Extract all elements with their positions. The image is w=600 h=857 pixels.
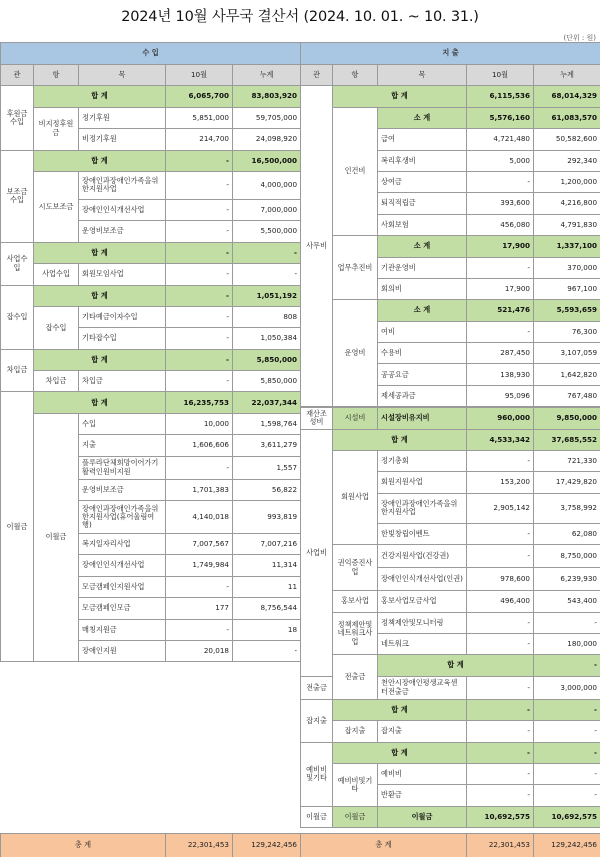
hang-cell: 회원사업 — [333, 451, 378, 545]
month-cell: 17,900 — [467, 278, 534, 299]
cumulative-cell: 543,400 — [534, 591, 600, 612]
mok-cell: 복리후생비 — [378, 150, 467, 171]
mok-cell: 사회보험 — [378, 214, 467, 235]
hang-cell: 잡지출 — [333, 721, 378, 742]
cumulative-cell: 17,429,820 — [534, 472, 600, 493]
sum-label: 합 계 — [333, 86, 467, 107]
mok-cell: 정기총회 — [378, 451, 467, 472]
mok-cell: 운영비보조금 — [79, 479, 166, 500]
month-cell: 153,200 — [467, 472, 534, 493]
sum-label: 합 계 — [34, 150, 166, 171]
month-cell: - — [467, 321, 534, 342]
month-cell: 496,400 — [467, 591, 534, 612]
subtotal-label: 소 계 — [378, 236, 467, 257]
sum-label: 합 계 — [333, 699, 467, 720]
month-cell: 7,007,567 — [166, 534, 233, 555]
table-row — [301, 806, 600, 827]
hang-cell: 잡수입 — [34, 306, 79, 349]
mok-cell: 여비 — [378, 321, 467, 342]
sum-month: - — [166, 242, 233, 263]
col-cumulative: 누계 — [233, 65, 301, 86]
cumulative-cell: 18 — [233, 619, 301, 640]
table-row — [301, 429, 600, 450]
mok-cell: 회의비 — [378, 278, 467, 299]
table-row — [301, 451, 600, 472]
subtotal-month: 5,576,160 — [467, 107, 534, 128]
table-row — [301, 699, 600, 720]
subtotal-label: 소 계 — [378, 300, 467, 321]
hang-cell: 이월금 — [34, 413, 79, 662]
month-cell: 1,701,383 — [166, 479, 233, 500]
expense-section — [300, 42, 600, 850]
mok-cell: 제세공과금 — [378, 385, 467, 406]
cumulative-cell: - — [233, 640, 301, 661]
sum-month: - — [166, 349, 233, 370]
sum-cumulative: - — [534, 742, 600, 763]
gwan-cell: 이월금 — [1, 392, 34, 662]
sum-label: 합 계 — [34, 242, 166, 263]
col-month: 10월 — [166, 65, 233, 86]
cumulative-cell: 767,480 — [534, 385, 600, 406]
table-row — [1, 392, 301, 413]
sum-month: - — [467, 742, 534, 763]
cumulative-cell: 59,705,000 — [233, 107, 301, 128]
table-row — [1, 171, 301, 199]
month-cell: - — [166, 264, 233, 285]
table-row — [301, 763, 600, 784]
cumulative-cell: 4,216,800 — [534, 193, 600, 214]
mok-cell: 천안시장애인평생교육센터전출금 — [378, 676, 467, 699]
mok-cell: 정기후원 — [79, 107, 166, 128]
sum-cumulative: 1,051,192 — [233, 285, 301, 306]
income-grand-total-row — [1, 834, 301, 857]
mok-cell: 지출 — [79, 435, 166, 456]
cumulative-cell: 50,582,600 — [534, 129, 600, 150]
grand-total-label: 총 계 — [1, 834, 166, 857]
hang-cell: 운영비 — [333, 300, 378, 407]
mok-cell: 장애인인식개선사업(인권) — [378, 568, 467, 591]
income-header: 수 입 — [1, 43, 301, 65]
cumulative-cell: 62,080 — [534, 523, 600, 544]
cumulative-cell: 7,000,000 — [233, 199, 301, 220]
month-cell: 4,140,018 — [166, 501, 233, 534]
gwan-cell: 후원금수입 — [1, 86, 34, 150]
hang-cell: 비지정후원금 — [34, 107, 79, 150]
gwan-cell: 전출금 — [333, 655, 378, 699]
month-cell: - — [467, 451, 534, 472]
sum-cumulative: 37,685,552 — [534, 429, 600, 450]
expense-col-row — [301, 65, 600, 86]
month-cell: - — [166, 199, 233, 220]
cumulative-cell: 8,750,000 — [534, 545, 600, 568]
col-hang: 항 — [34, 65, 79, 86]
cumulative-cell: 1,598,764 — [233, 413, 301, 434]
mok-cell: 모금캠페인지원사업 — [79, 576, 166, 597]
expense-header-row — [301, 43, 600, 65]
month-cell: - — [467, 523, 534, 544]
mok-cell: 장애인지원 — [79, 640, 166, 661]
col-gwan: 관 — [1, 65, 34, 86]
sum-month: 4,533,342 — [467, 429, 534, 450]
month-cell: 4,721,480 — [467, 129, 534, 150]
col-month: 10월 — [467, 65, 534, 86]
sum-label: 합 계 — [34, 392, 166, 413]
sum-cumulative: - — [534, 699, 600, 720]
sum-cumulative: 83,803,920 — [233, 86, 301, 107]
table-row — [1, 86, 301, 107]
hang-cell: 예비비및기타 — [333, 763, 378, 806]
sum-label: 합 계 — [34, 86, 166, 107]
gwan-cell: 예비비및기타 — [301, 742, 333, 806]
mok-cell: 장애인과장애인가족을위한지원사업(휴어울림여행) — [79, 501, 166, 534]
mok-cell: 장애인인식개선사업 — [79, 199, 166, 220]
cumulative-cell: 292,340 — [534, 150, 600, 171]
table-row — [301, 742, 600, 763]
table-row — [1, 413, 301, 434]
mok-cell: 네트워크 — [378, 633, 467, 654]
grand-total-cumulative: 129,242,456 — [233, 834, 301, 857]
gwan-cell: 보조금수입 — [1, 150, 34, 242]
table-row — [301, 655, 600, 676]
mok-cell: 홍보사업모금사업 — [378, 591, 467, 612]
grand-total-label: 총 계 — [301, 834, 467, 857]
gwan-cell: 차입금 — [1, 349, 34, 392]
col-gwan: 관 — [301, 65, 333, 86]
hang-cell: 차입금 — [34, 371, 79, 392]
month-cell: 5,000 — [467, 150, 534, 171]
cumulative-cell: 6,239,930 — [534, 568, 600, 591]
cumulative-cell: 180,000 — [534, 633, 600, 654]
cumulative-cell: 7,007,216 — [233, 534, 301, 555]
gwan-cell: 잡수입 — [1, 285, 34, 349]
table-row — [301, 107, 600, 128]
mok-cell: 기타예금이자수입 — [79, 306, 166, 327]
cumulative-cell: 808 — [233, 306, 301, 327]
month-cell: - — [166, 619, 233, 640]
cumulative-cell: 1,200,000 — [534, 171, 600, 192]
gwan-cell: 사업수입 — [1, 242, 34, 285]
table-row — [1, 349, 301, 370]
table-row — [301, 721, 600, 742]
sum-label: 합 계 — [34, 285, 166, 306]
sum-month: 16,235,753 — [166, 392, 233, 413]
mok-cell: 급여 — [378, 129, 467, 150]
cumulative-cell: 993,819 — [233, 501, 301, 534]
col-cumulative: 누계 — [534, 65, 600, 86]
cumulative-cell: 370,000 — [534, 257, 600, 278]
cumulative-cell: - — [534, 612, 600, 633]
cumulative-cell: 76,300 — [534, 321, 600, 342]
sum-cumulative: 5,850,000 — [233, 349, 301, 370]
month-cell: 5,851,000 — [166, 107, 233, 128]
cumulative-cell: - — [233, 264, 301, 285]
hang-cell: 시설비 — [333, 408, 378, 429]
cumulative-cell: 1,642,820 — [534, 364, 600, 385]
mok-cell: 운영비보조금 — [79, 221, 166, 242]
month-cell: - — [166, 306, 233, 327]
month-cell: 95,096 — [467, 385, 534, 406]
mok-cell: 기관운영비 — [378, 257, 467, 278]
sum-label: 합 계 — [378, 655, 534, 676]
sum-month: 6,115,536 — [467, 86, 534, 107]
cumulative-cell: 1,050,384 — [233, 328, 301, 349]
mok-cell: 장애인과장애인가족을위한지원사업 — [378, 493, 467, 523]
cumulative-cell: 24,098,920 — [233, 129, 301, 150]
month-cell: 287,450 — [467, 343, 534, 364]
subtotal-cumulative: 5,593,659 — [534, 300, 600, 321]
gwan-cell: 재산조성비 — [301, 408, 333, 429]
mok-cell: 잡지출 — [378, 721, 467, 742]
table-row — [1, 242, 301, 263]
month-cell: 10,692,575 — [467, 806, 534, 827]
table-row — [301, 612, 600, 633]
subtotal-cumulative: 61,083,570 — [534, 107, 600, 128]
mok-cell: 한빛창립이벤트 — [378, 523, 467, 544]
month-cell: 2,905,142 — [467, 493, 534, 523]
month-cell: 960,000 — [467, 408, 534, 429]
month-cell: - — [166, 576, 233, 597]
month-cell: 456,080 — [467, 214, 534, 235]
page-title: 2024년 10월 사무국 결산서 (2024. 10. 01. ~ 10. 31.) — [121, 9, 479, 25]
mok-cell: 차입금 — [79, 371, 166, 392]
col-mok: 목 — [79, 65, 166, 86]
month-cell: - — [467, 257, 534, 278]
cumulative-cell: 4,791,830 — [534, 214, 600, 235]
table-row — [1, 306, 301, 327]
subtotal-month: 17,900 — [467, 236, 534, 257]
sum-month: - — [166, 285, 233, 306]
cumulative-cell: - — [534, 721, 600, 742]
gwan-cell: 사업비 — [301, 429, 333, 676]
cumulative-cell: 11 — [233, 576, 301, 597]
mok-cell: 기타잡수입 — [79, 328, 166, 349]
grand-total-month: 22,301,453 — [166, 834, 233, 857]
hang-cell: 시도보조금 — [34, 171, 79, 242]
month-cell: - — [467, 763, 534, 784]
month-cell: - — [467, 676, 534, 699]
mok-cell: 수용비 — [378, 343, 467, 364]
mok-cell: 수입 — [79, 413, 166, 434]
mok-cell: 비정기후원 — [79, 129, 166, 150]
gwan-cell: 이월금 — [301, 806, 333, 827]
month-cell: 177 — [166, 598, 233, 619]
income-header-row — [1, 43, 301, 65]
mok-cell: 반환금 — [378, 785, 467, 806]
mok-cell: 모금캠페인모금 — [79, 598, 166, 619]
mok-cell: 회원모임사업 — [79, 264, 166, 285]
cumulative-cell: 11,314 — [233, 555, 301, 576]
hang-cell: 이월금 — [333, 806, 378, 827]
table-row — [301, 408, 600, 429]
month-cell: 978,600 — [467, 568, 534, 591]
hang-cell: 홍보사업 — [333, 591, 378, 612]
cumulative-cell: 3,107,059 — [534, 343, 600, 364]
month-cell: - — [166, 371, 233, 392]
cumulative-cell: 3,758,992 — [534, 493, 600, 523]
month-cell: 138,930 — [467, 364, 534, 385]
subtotal-label: 소 계 — [378, 107, 467, 128]
month-cell: - — [166, 171, 233, 199]
sum-label: 합 계 — [333, 742, 467, 763]
sum-cumulative: - — [233, 242, 301, 263]
cumulative-cell: 5,500,000 — [233, 221, 301, 242]
cumulative-cell: 1,557 — [233, 456, 301, 479]
cumulative-cell: 3,000,000 — [534, 676, 600, 699]
sum-cumulative: 22,037,344 — [233, 392, 301, 413]
table-row — [1, 264, 301, 285]
month-cell: - — [166, 456, 233, 479]
income-section — [0, 42, 301, 850]
cumulative-cell: 5,850,000 — [233, 371, 301, 392]
month-cell: 1,606,606 — [166, 435, 233, 456]
mok-cell: 상여금 — [378, 171, 467, 192]
cumulative-cell: 56,822 — [233, 479, 301, 500]
sum-month: - — [534, 655, 600, 676]
table-row — [1, 371, 301, 392]
unit-label: (단위 : 원) — [563, 34, 596, 42]
table-row — [301, 545, 600, 568]
sum-label: 합 계 — [333, 429, 467, 450]
mok-cell: 장애인인식개선사업 — [79, 555, 166, 576]
sum-month: - — [467, 699, 534, 720]
table-row — [301, 300, 600, 321]
month-cell: 10,000 — [166, 413, 233, 434]
mok-cell: 매칭지원금 — [79, 619, 166, 640]
month-cell: - — [467, 785, 534, 806]
income-col-row — [1, 65, 301, 86]
cumulative-cell: - — [534, 785, 600, 806]
subtotal-month: 521,476 — [467, 300, 534, 321]
mok-cell: 공공요금 — [378, 364, 467, 385]
table-row — [1, 285, 301, 306]
table-row — [301, 591, 600, 612]
mok-cell: 이월금 — [378, 806, 467, 827]
month-cell: - — [166, 221, 233, 242]
mok-cell: 플루라단체희망이어가기활력인원비지원 — [79, 456, 166, 479]
hang-cell: 사업수입 — [34, 264, 79, 285]
mok-cell: 장애인과장애인가족을위한지원사업 — [79, 171, 166, 199]
cumulative-cell: 9,850,000 — [534, 408, 600, 429]
subtotal-cumulative: 1,337,100 — [534, 236, 600, 257]
hang-cell: 인건비 — [333, 107, 378, 235]
sum-month: - — [166, 150, 233, 171]
cumulative-cell: 721,330 — [534, 451, 600, 472]
mok-cell: 퇴직적립금 — [378, 193, 467, 214]
month-cell: - — [467, 171, 534, 192]
mok-cell: 복지일자리사업 — [79, 534, 166, 555]
mok-cell: 시설장비유지비 — [378, 408, 467, 429]
month-cell: - — [467, 612, 534, 633]
month-cell: 214,700 — [166, 129, 233, 150]
gwan-cell: 잡지출 — [301, 699, 333, 742]
mok-cell: 예비비 — [378, 763, 467, 784]
hang-cell: 정책제안및네트워크사업 — [333, 612, 378, 655]
mok-cell: 정책제안및모니터링 — [378, 612, 467, 633]
gwan-cell: 사무비 — [301, 86, 333, 407]
month-cell: 393,600 — [467, 193, 534, 214]
month-cell: - — [467, 545, 534, 568]
month-cell: - — [467, 633, 534, 654]
col-mok: 목 — [378, 65, 467, 86]
sum-cumulative: 16,500,000 — [233, 150, 301, 171]
table-row — [301, 236, 600, 257]
cumulative-cell: 10,692,575 — [534, 806, 600, 827]
mok-cell: 건강지원사업(건강권) — [378, 545, 467, 568]
mok-cell: 회원지원사업 — [378, 472, 467, 493]
hang-cell: 전출금 — [301, 676, 333, 699]
month-cell: 20,018 — [166, 640, 233, 661]
month-cell: - — [166, 328, 233, 349]
sum-month: 6,065,700 — [166, 86, 233, 107]
month-cell: - — [467, 721, 534, 742]
table-row — [1, 107, 301, 128]
sum-label: 합 계 — [34, 349, 166, 370]
col-hang: 항 — [333, 65, 378, 86]
cumulative-cell: 3,611,279 — [233, 435, 301, 456]
hang-cell: 권익증진사업 — [333, 545, 378, 591]
cumulative-cell: 8,756,544 — [233, 598, 301, 619]
cumulative-cell: - — [534, 763, 600, 784]
grand-total-cumulative: 129,242,456 — [534, 834, 600, 857]
expense-grand-total-row — [301, 834, 600, 857]
grand-total-month: 22,301,453 — [467, 834, 534, 857]
cumulative-cell: 4,000,000 — [233, 171, 301, 199]
cumulative-cell: 967,100 — [534, 278, 600, 299]
sum-cumulative: 68,014,329 — [534, 86, 600, 107]
month-cell: 1,749,984 — [166, 555, 233, 576]
hang-cell: 업무추진비 — [333, 236, 378, 300]
table-row — [301, 86, 600, 107]
expense-header: 지 출 — [301, 43, 600, 65]
table-row — [1, 150, 301, 171]
